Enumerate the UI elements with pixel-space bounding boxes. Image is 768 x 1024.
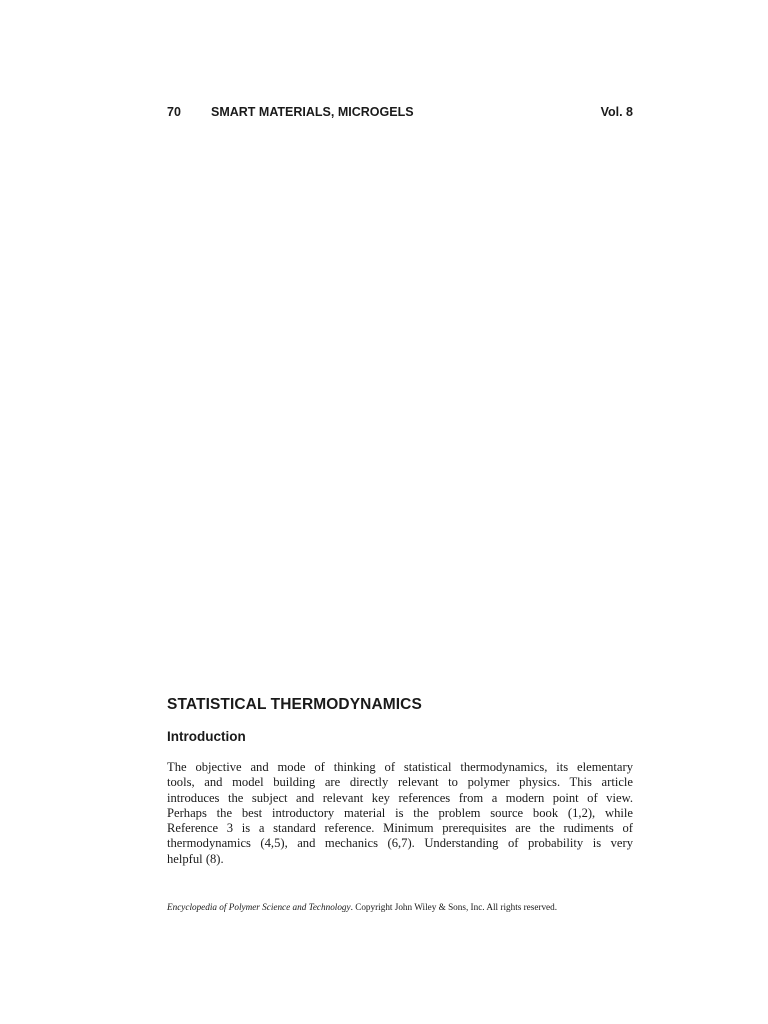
copyright-footer bbox=[167, 901, 633, 914]
running-title: SMART MATERIALS, MICROGELS bbox=[211, 105, 414, 119]
paragraph-line: introduces the subject and relevant key references from a modern point of view. bbox=[167, 790, 633, 805]
volume-label: Vol. 8 bbox=[600, 105, 633, 119]
paragraph-line: tools, and model building are directly relevant to polymer physics. This article bbox=[167, 775, 633, 790]
paragraph-line: The objective and mode of thinking of statistical thermodynamics, its elementary bbox=[167, 760, 633, 774]
publication-name: Encyclopedia of Polymer Science and Technology bbox=[167, 902, 351, 912]
paragraph-line: Perhaps the best introductory material is the problem source book (1,2), while bbox=[167, 805, 633, 820]
section-heading: Introduction bbox=[167, 729, 246, 744]
copyright-notice: . Copyright John Wiley & Sons, Inc. All rights reserved. bbox=[350, 902, 558, 912]
intro-paragraph bbox=[167, 760, 633, 867]
paragraph-line: helpful (8). bbox=[167, 851, 224, 866]
paragraph-line: Reference 3 is a standard reference. Minimum prerequisites are the rudiments of bbox=[167, 821, 633, 836]
page-number: 70 bbox=[167, 105, 181, 119]
article-title: STATISTICAL THERMODYNAMICS bbox=[167, 696, 422, 713]
paragraph-line: thermodynamics (4,5), and mechanics (6,7). Understanding of probability is very bbox=[167, 836, 633, 851]
running-head bbox=[167, 103, 633, 121]
